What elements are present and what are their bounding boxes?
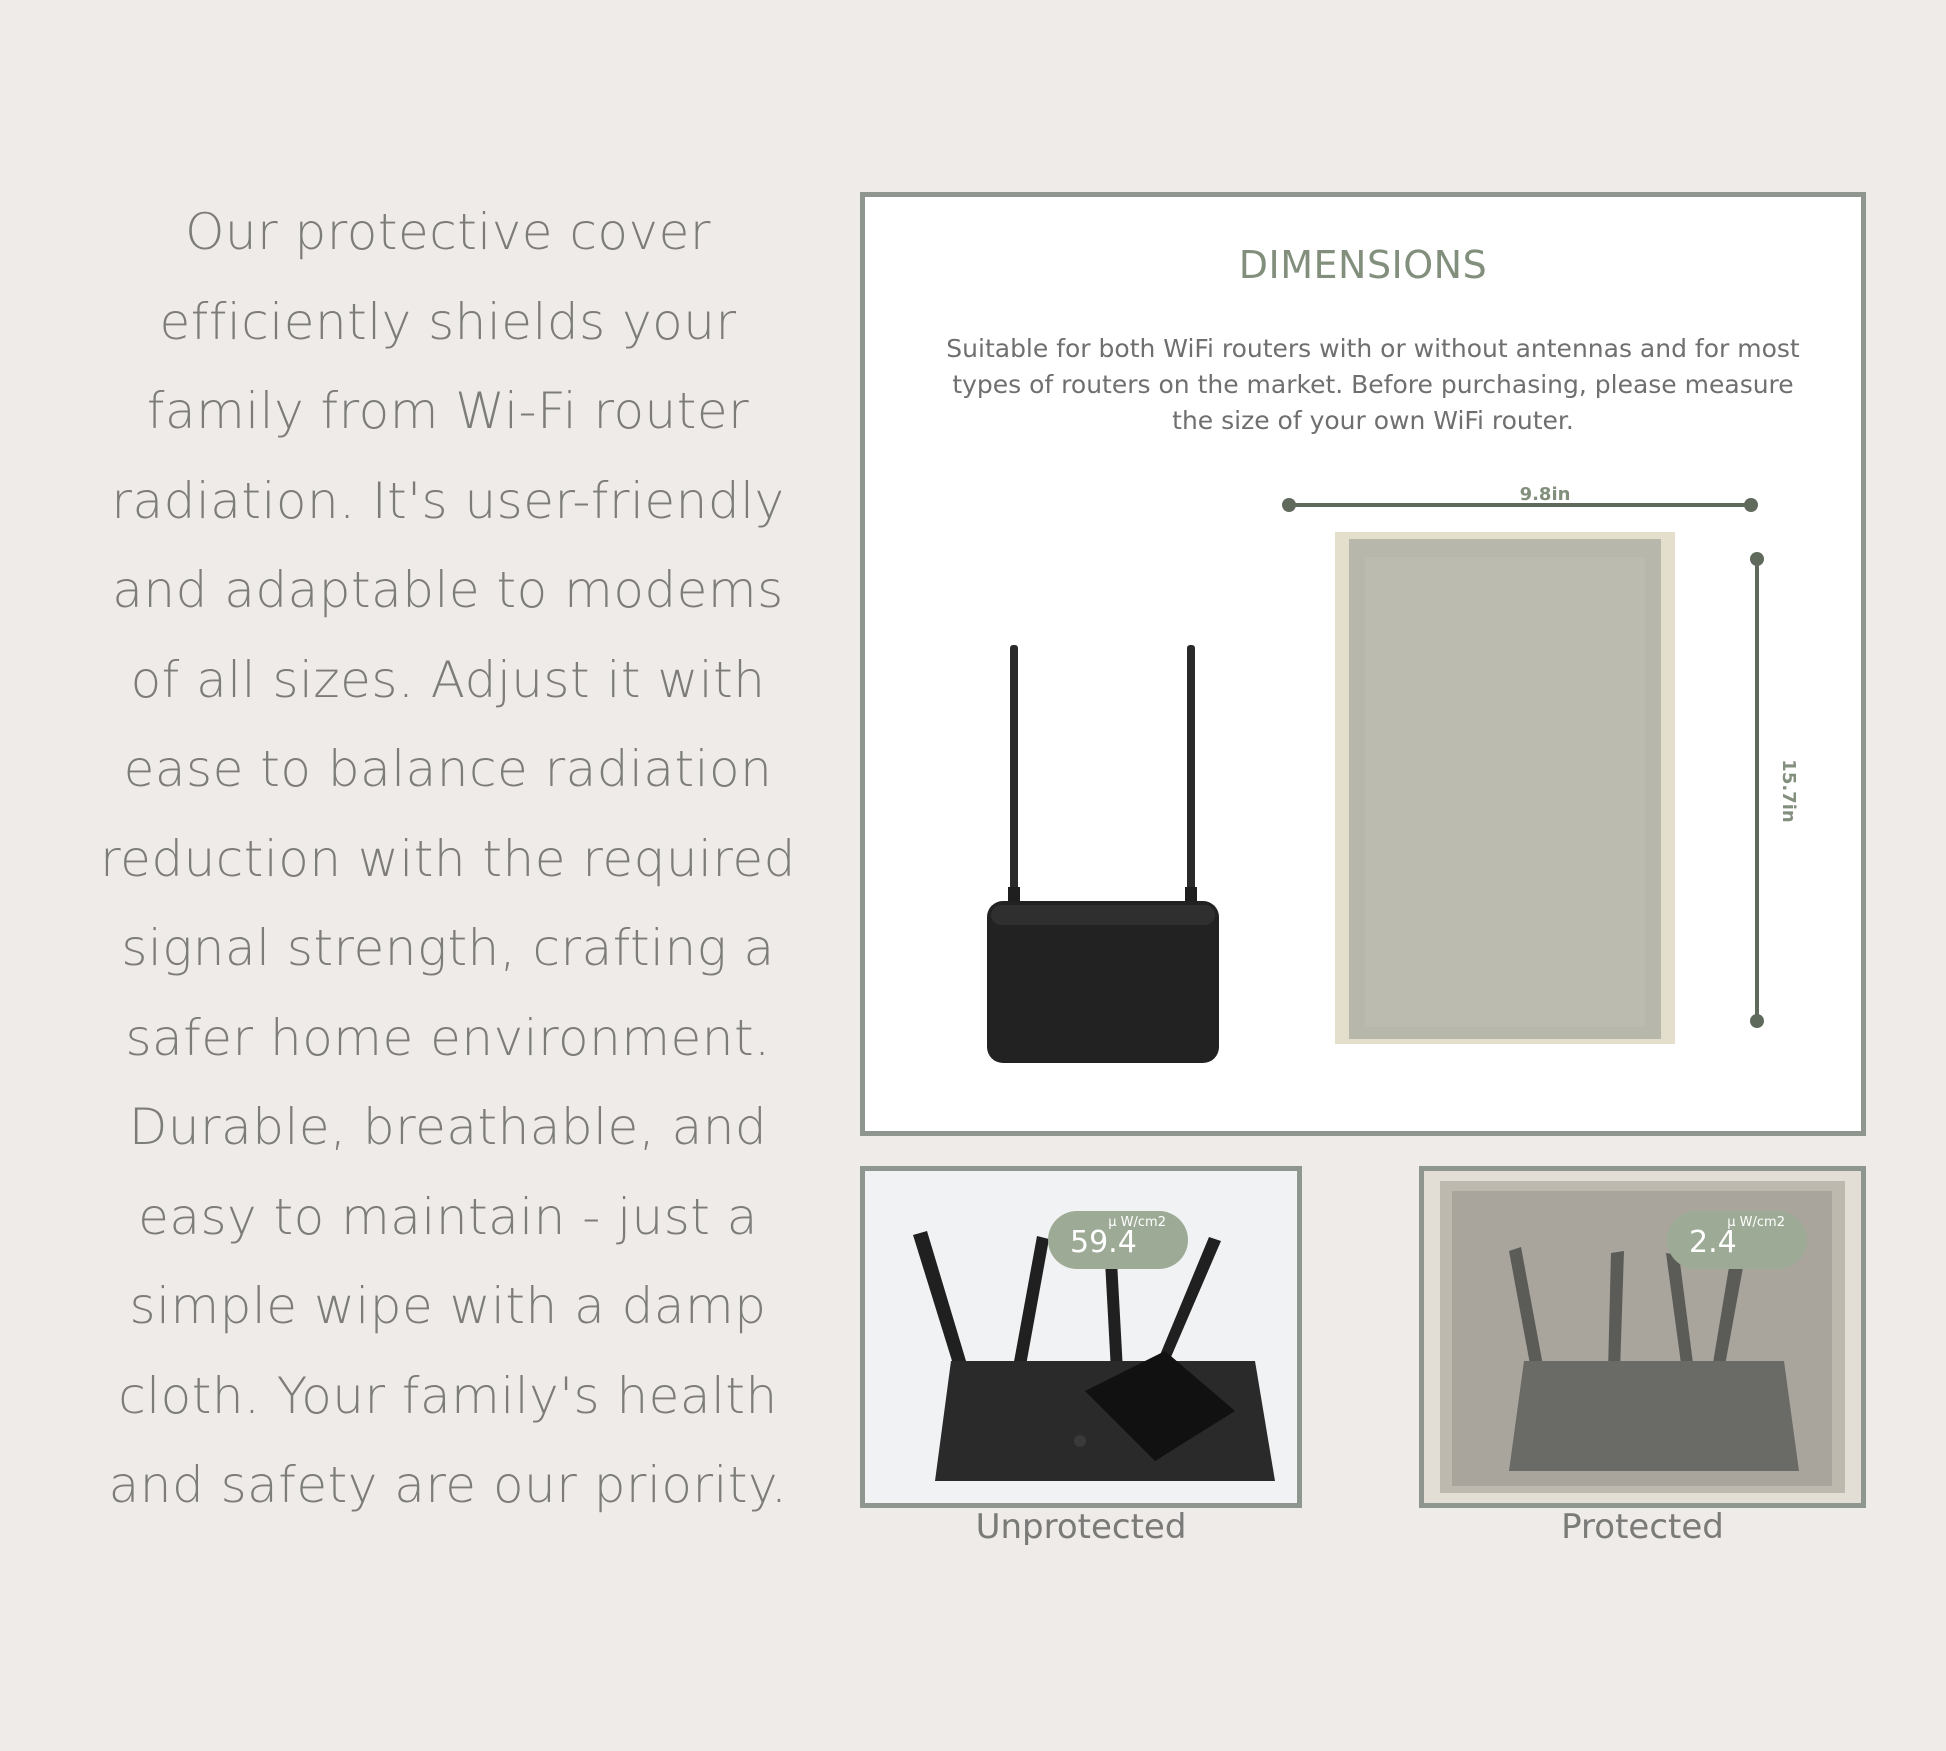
protected-reading-badge — [1667, 1211, 1807, 1269]
reading-unit: μ W/cm2 — [1108, 1215, 1166, 1230]
protected-caption: Protected — [1561, 1507, 1724, 1547]
dimensions-illustration — [865, 197, 1861, 1131]
dimensions-subtitle: Suitable for both WiFi routers with or without antennas and for most types of routers on the market. Before purchasing, please measure the size of your own WiFi router. — [946, 334, 1800, 435]
height-dimension-line — [1750, 552, 1764, 1028]
product-description: Our protective cover efficiently shields your family from Wi-Fi router radiation. It's user-friendly and adaptable to modems of all sizes. Adjust it with ease to balance radiation reduction with the required signal strength, crafting a safer home environment. Durable, breathable, and easy to maintain - just a simple wipe with a damp cloth. Your family's health and safety are our priority. — [100, 203, 796, 1514]
reading-value: 2.4 — [1689, 1225, 1737, 1260]
dimensions-panel — [860, 192, 1866, 1136]
router-antenna-image — [987, 645, 1219, 1063]
reading-value: 59.4 — [1070, 1225, 1137, 1260]
width-label: 9.8in — [1519, 484, 1571, 505]
dimensions-title: DIMENSIONS — [1238, 243, 1488, 287]
cover-image — [1335, 532, 1675, 1044]
height-label: 15.7in — [1778, 759, 1799, 823]
unprotected-reading-badge — [1048, 1211, 1188, 1269]
unprotected-photo — [860, 1166, 1302, 1508]
reading-unit: μ W/cm2 — [1727, 1215, 1785, 1230]
unprotected-caption: Unprotected — [975, 1507, 1187, 1547]
protected-photo — [1419, 1166, 1866, 1508]
